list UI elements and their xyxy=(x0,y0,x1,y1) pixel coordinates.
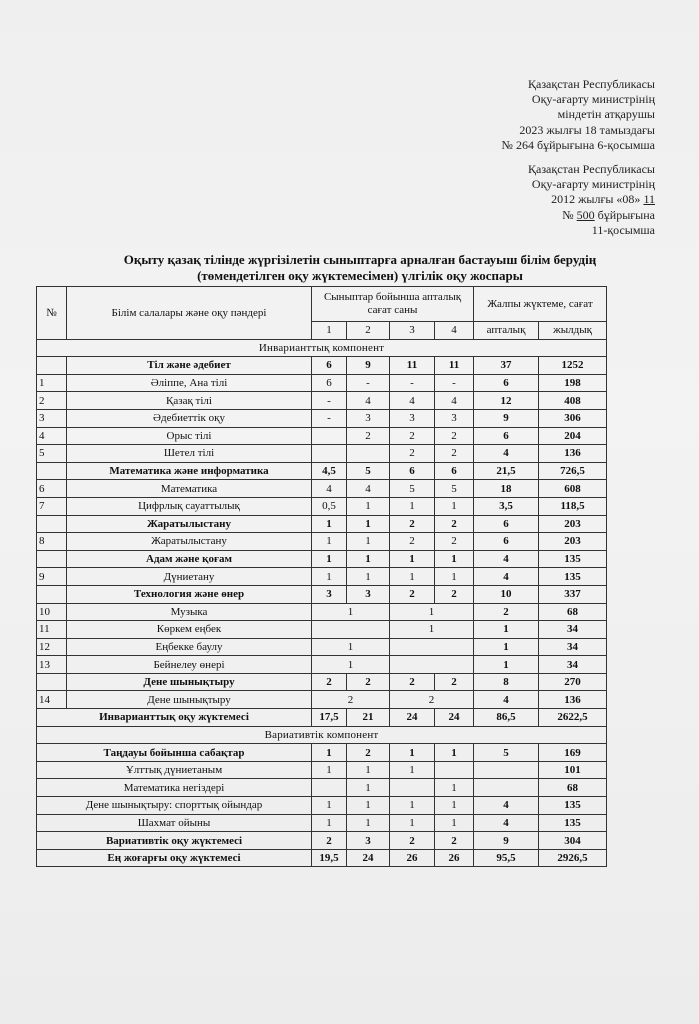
cell-class-1: 2 xyxy=(312,673,347,691)
header-subject: Білім салалары және оқу пәндері xyxy=(67,287,312,340)
cell-class-2: 4 xyxy=(347,480,390,498)
cell-weekly: 1 xyxy=(474,621,539,639)
cell-class-4: 1 xyxy=(435,779,474,797)
ref2-line: 11-қосымша xyxy=(591,222,655,237)
variative-total-row xyxy=(37,832,607,850)
cell-class-4: - xyxy=(435,374,474,392)
cell-class-1: 1 xyxy=(312,533,347,551)
cell-yearly: 34 xyxy=(539,638,607,656)
row-num: 7 xyxy=(37,497,67,515)
header-class-2: 2 xyxy=(347,322,390,340)
cell-class-4: 2 xyxy=(435,515,474,533)
table-row xyxy=(37,568,607,586)
table-row xyxy=(37,814,607,832)
cell-class-2: 3 xyxy=(347,585,390,603)
cell-class-3: 24 xyxy=(390,709,435,727)
cell-class-1: 3 xyxy=(312,585,347,603)
row-num: 1 xyxy=(37,374,67,392)
cell-class-2: 1 xyxy=(347,568,390,586)
cell-classes-3-4: 1 xyxy=(390,621,474,639)
row-subject: Көркем еңбек xyxy=(67,621,312,639)
cell-yearly: 34 xyxy=(539,656,607,674)
cell-weekly: 12 xyxy=(474,392,539,410)
cell-weekly: 95,5 xyxy=(474,849,539,867)
cell-class-4: 26 xyxy=(435,849,474,867)
table-row xyxy=(37,480,607,498)
cell-yearly: 34 xyxy=(539,621,607,639)
cell-class-3: 5 xyxy=(390,480,435,498)
cell-class-2: 1 xyxy=(347,779,390,797)
cell-class-2: 4 xyxy=(347,392,390,410)
row-subject: Цифрлық сауаттылық xyxy=(67,497,312,515)
row-subject: Әдебиеттік оқу xyxy=(67,409,312,427)
order-reference-block-2 xyxy=(528,162,655,238)
table-row-group xyxy=(37,462,607,480)
cell-class-2: 3 xyxy=(347,832,390,850)
row-num: 6 xyxy=(37,480,67,498)
row-subject: Дене шынықтыру xyxy=(67,673,312,691)
cell-weekly xyxy=(474,761,539,779)
cell-class-3: 3 xyxy=(390,409,435,427)
row-num: 2 xyxy=(37,392,67,410)
cell-class-1: 6 xyxy=(312,357,347,375)
cell-class-1: - xyxy=(312,392,347,410)
cell-weekly: 8 xyxy=(474,673,539,691)
cell-class-4: 5 xyxy=(435,480,474,498)
cell-class-2: 1 xyxy=(347,550,390,568)
cell-class-4: 1 xyxy=(435,568,474,586)
table-row xyxy=(37,374,607,392)
table-row xyxy=(37,656,607,674)
cell-class-4: 11 xyxy=(435,357,474,375)
row-subject: Таңдауы бойынша сабақтар xyxy=(37,744,312,762)
cell-class-2: 1 xyxy=(347,533,390,551)
cell-weekly: 4 xyxy=(474,691,539,709)
cell-class-4: 1 xyxy=(435,814,474,832)
row-subject: Жаратылыстану xyxy=(67,533,312,551)
cell-class-4: 2 xyxy=(435,832,474,850)
cell-class-2: 5 xyxy=(347,462,390,480)
cell-yearly: 169 xyxy=(539,744,607,762)
ref2-line: Оқу-ағарту министрінің xyxy=(531,177,655,192)
table-row xyxy=(37,691,607,709)
ref1-line: 2023 жылғы 18 тамыздағы xyxy=(519,122,655,137)
row-subject: Математика және информатика xyxy=(67,462,312,480)
row-num: 10 xyxy=(37,603,67,621)
row-num: 3 xyxy=(37,409,67,427)
row-subject: Инварианттық оқу жүктемесі xyxy=(37,709,312,727)
curriculum-table xyxy=(36,286,607,867)
cell-weekly xyxy=(474,779,539,797)
ref2-date: 2012 жылғы «08» xyxy=(551,192,641,207)
cell-class-4: 1 xyxy=(435,550,474,568)
cell-class-2: 9 xyxy=(347,357,390,375)
table-row-group xyxy=(37,550,607,568)
cell-class-4: 2 xyxy=(435,673,474,691)
cell-class-1 xyxy=(312,445,347,463)
cell-class-1: 1 xyxy=(312,797,347,815)
cell-class-3: 11 xyxy=(390,357,435,375)
row-num xyxy=(37,585,67,603)
cell-class-3: 1 xyxy=(390,814,435,832)
row-num xyxy=(37,357,67,375)
max-total-row xyxy=(37,849,607,867)
row-num xyxy=(37,550,67,568)
cell-class-1: 1 xyxy=(312,515,347,533)
header-class-1: 1 xyxy=(312,322,347,340)
table-row xyxy=(37,761,607,779)
cell-class-2: 1 xyxy=(347,761,390,779)
cell-yearly: 726,5 xyxy=(539,462,607,480)
table-row xyxy=(37,638,607,656)
cell-class-2: 21 xyxy=(347,709,390,727)
table-row xyxy=(37,445,607,463)
cell-class-3 xyxy=(390,779,435,797)
ref2-order-number: 500 xyxy=(576,207,595,222)
cell-class-1: 0,5 xyxy=(312,497,347,515)
header-weekly: апталық xyxy=(474,322,539,340)
row-subject: Орыс тілі xyxy=(67,427,312,445)
cell-class-4: 1 xyxy=(435,797,474,815)
cell-class-2: 1 xyxy=(347,515,390,533)
cell-weekly: 5 xyxy=(474,744,539,762)
cell-yearly: 135 xyxy=(539,550,607,568)
cell-yearly: 1252 xyxy=(539,357,607,375)
cell-yearly: 136 xyxy=(539,691,607,709)
cell-weekly: 4 xyxy=(474,445,539,463)
cell-class-1: - xyxy=(312,409,347,427)
cell-weekly: 3,5 xyxy=(474,497,539,515)
cell-yearly: 136 xyxy=(539,445,607,463)
cell-classes-1-2: 1 xyxy=(312,656,390,674)
cell-classes-1-2: 2 xyxy=(312,691,390,709)
cell-weekly: 2 xyxy=(474,603,539,621)
cell-classes-1-2: 1 xyxy=(312,603,390,621)
cell-class-1: 4,5 xyxy=(312,462,347,480)
cell-weekly: 6 xyxy=(474,515,539,533)
cell-class-3: 6 xyxy=(390,462,435,480)
cell-yearly: 135 xyxy=(539,814,607,832)
row-num: 12 xyxy=(37,638,67,656)
cell-yearly: 118,5 xyxy=(539,497,607,515)
cell-weekly: 9 xyxy=(474,409,539,427)
cell-weekly: 1 xyxy=(474,638,539,656)
cell-weekly: 4 xyxy=(474,550,539,568)
row-subject: Дүниетану xyxy=(67,568,312,586)
document-title xyxy=(20,252,699,284)
cell-class-4: 24 xyxy=(435,709,474,727)
cell-class-3: 2 xyxy=(390,832,435,850)
cell-class-2 xyxy=(347,445,390,463)
row-subject: Дене шынықтыру xyxy=(67,691,312,709)
cell-class-4: 3 xyxy=(435,409,474,427)
table-row xyxy=(37,409,607,427)
row-num: 4 xyxy=(37,427,67,445)
invariant-total-row xyxy=(37,709,607,727)
cell-class-3: 2 xyxy=(390,427,435,445)
cell-class-4 xyxy=(435,761,474,779)
ref1-line: Оқу-ағарту министрінің xyxy=(531,92,655,107)
cell-yearly: 135 xyxy=(539,568,607,586)
table-row xyxy=(37,797,607,815)
cell-yearly: 2926,5 xyxy=(539,849,607,867)
row-num xyxy=(37,462,67,480)
cell-weekly: 4 xyxy=(474,814,539,832)
cell-class-2: 2 xyxy=(347,427,390,445)
cell-class-3: 1 xyxy=(390,797,435,815)
cell-class-3: 1 xyxy=(390,761,435,779)
cell-weekly: 4 xyxy=(474,797,539,815)
cell-class-3: 2 xyxy=(390,673,435,691)
row-num: 9 xyxy=(37,568,67,586)
table-row xyxy=(37,621,607,639)
row-subject: Шетел тілі xyxy=(67,445,312,463)
cell-weekly: 18 xyxy=(474,480,539,498)
cell-yearly: 304 xyxy=(539,832,607,850)
row-subject: Вариативтік оқу жүктемесі xyxy=(37,832,312,850)
table-row xyxy=(37,744,607,762)
header-class-3: 3 xyxy=(390,322,435,340)
row-subject: Еңбекке баулу xyxy=(67,638,312,656)
table-row xyxy=(37,533,607,551)
ref1-line: № 264 бұйрығына 6-қосымша xyxy=(501,137,655,152)
table-row xyxy=(37,497,607,515)
ref1-line: міндетін атқарушы xyxy=(557,107,655,122)
cell-yearly: 608 xyxy=(539,480,607,498)
cell-classes-3-4 xyxy=(390,656,474,674)
cell-class-4: 4 xyxy=(435,392,474,410)
cell-yearly: 203 xyxy=(539,533,607,551)
header-class-4: 4 xyxy=(435,322,474,340)
cell-class-1 xyxy=(312,427,347,445)
cell-class-1: 1 xyxy=(312,568,347,586)
cell-yearly: 135 xyxy=(539,797,607,815)
cell-class-3: 26 xyxy=(390,849,435,867)
table-row-group xyxy=(37,515,607,533)
row-subject: Ұлттық дүниетаным xyxy=(37,761,312,779)
row-subject: Бейнелеу өнері xyxy=(67,656,312,674)
row-subject: Әліппе, Ана тілі xyxy=(67,374,312,392)
cell-classes-3-4: 1 xyxy=(390,603,474,621)
cell-yearly: 68 xyxy=(539,603,607,621)
cell-class-2: - xyxy=(347,374,390,392)
cell-class-1: 1 xyxy=(312,744,347,762)
ref2-line: Қазақстан Республикасы xyxy=(527,162,655,176)
title-line-1: Оқыту қазақ тілінде жүргізілетін сыныптарға арналған бастауыш білім берудің xyxy=(123,252,597,267)
cell-weekly: 6 xyxy=(474,374,539,392)
cell-class-1: 19,5 xyxy=(312,849,347,867)
cell-class-3: 4 xyxy=(390,392,435,410)
cell-yearly: 2622,5 xyxy=(539,709,607,727)
header-total-load: Жалпы жүктеме, сағат xyxy=(474,287,607,322)
cell-weekly: 37 xyxy=(474,357,539,375)
row-subject: Ең жоғарғы оқу жүктемесі xyxy=(37,849,312,867)
cell-class-1: 17,5 xyxy=(312,709,347,727)
cell-class-3: 1 xyxy=(390,550,435,568)
cell-class-1: 4 xyxy=(312,480,347,498)
cell-class-1: 1 xyxy=(312,550,347,568)
cell-weekly: 10 xyxy=(474,585,539,603)
cell-classes-3-4: 2 xyxy=(390,691,474,709)
title-line-2: (төмендетілген оқу жүктемесімен) үлгілік оқу жоспары xyxy=(197,268,523,283)
cell-weekly: 6 xyxy=(474,533,539,551)
cell-class-2: 2 xyxy=(347,744,390,762)
cell-class-3: 1 xyxy=(390,568,435,586)
row-num xyxy=(37,673,67,691)
table-row-group xyxy=(37,585,607,603)
cell-yearly: 204 xyxy=(539,427,607,445)
cell-class-3: 2 xyxy=(390,585,435,603)
cell-class-4: 1 xyxy=(435,497,474,515)
cell-class-3: - xyxy=(390,374,435,392)
cell-classes-1-2: 1 xyxy=(312,638,390,656)
row-num: 5 xyxy=(37,445,67,463)
table-row xyxy=(37,603,607,621)
row-subject: Математика xyxy=(67,480,312,498)
cell-class-1: 2 xyxy=(312,832,347,850)
cell-class-2: 1 xyxy=(347,814,390,832)
cell-class-1: 1 xyxy=(312,761,347,779)
row-num: 14 xyxy=(37,691,67,709)
cell-class-3: 2 xyxy=(390,533,435,551)
row-subject: Дене шынықтыру: спорттық ойындар xyxy=(37,797,312,815)
cell-class-4: 2 xyxy=(435,533,474,551)
table-row xyxy=(37,392,607,410)
cell-class-2: 2 xyxy=(347,673,390,691)
cell-class-4: 2 xyxy=(435,445,474,463)
cell-class-2: 3 xyxy=(347,409,390,427)
cell-classes-1-2 xyxy=(312,621,390,639)
cell-yearly: 68 xyxy=(539,779,607,797)
ref2-no-sign: № xyxy=(562,207,574,222)
header-num: № xyxy=(37,287,67,340)
cell-weekly: 1 xyxy=(474,656,539,674)
cell-yearly: 101 xyxy=(539,761,607,779)
cell-weekly: 4 xyxy=(474,568,539,586)
cell-yearly: 203 xyxy=(539,515,607,533)
cell-weekly: 21,5 xyxy=(474,462,539,480)
row-subject: Математика негіздері xyxy=(37,779,312,797)
table-row xyxy=(37,779,607,797)
cell-yearly: 306 xyxy=(539,409,607,427)
table-row xyxy=(37,427,607,445)
row-subject: Тіл және әдебиет xyxy=(67,357,312,375)
ref2-month: 11 xyxy=(643,192,655,207)
row-subject: Технология және өнер xyxy=(67,585,312,603)
header-weekly-by-class: Сыныптар бойынша апталық сағат саны xyxy=(312,287,474,322)
ref2-line xyxy=(528,192,655,207)
header-yearly: жылдық xyxy=(539,322,607,340)
order-reference-block-1 xyxy=(502,77,655,153)
table-row-group xyxy=(37,357,607,375)
cell-yearly: 337 xyxy=(539,585,607,603)
row-num: 8 xyxy=(37,533,67,551)
row-subject: Музыка xyxy=(67,603,312,621)
row-subject: Қазақ тілі xyxy=(67,392,312,410)
cell-yearly: 408 xyxy=(539,392,607,410)
cell-weekly: 86,5 xyxy=(474,709,539,727)
ref2-line xyxy=(528,208,655,223)
cell-class-4: 2 xyxy=(435,427,474,445)
cell-class-1: 6 xyxy=(312,374,347,392)
row-num xyxy=(37,515,67,533)
cell-class-2: 1 xyxy=(347,497,390,515)
variative-section-row xyxy=(37,726,607,744)
cell-class-4: 1 xyxy=(435,744,474,762)
table-row-group xyxy=(37,673,607,691)
cell-class-3: 1 xyxy=(390,497,435,515)
row-subject: Адам және қоғам xyxy=(67,550,312,568)
row-num: 13 xyxy=(37,656,67,674)
variative-section-title: Вариативтік компонент xyxy=(37,726,607,744)
ref1-line: Қазақстан Республикасы xyxy=(527,77,655,91)
cell-class-2: 1 xyxy=(347,797,390,815)
cell-class-3: 2 xyxy=(390,445,435,463)
cell-class-1 xyxy=(312,779,347,797)
cell-yearly: 198 xyxy=(539,374,607,392)
cell-class-4: 2 xyxy=(435,585,474,603)
cell-class-1: 1 xyxy=(312,814,347,832)
cell-class-2: 24 xyxy=(347,849,390,867)
cell-classes-3-4 xyxy=(390,638,474,656)
cell-weekly: 9 xyxy=(474,832,539,850)
invariant-section-title: Инварианттық компонент xyxy=(37,339,607,357)
ref2-order-word: бұйрығына xyxy=(597,207,655,222)
row-num: 11 xyxy=(37,621,67,639)
cell-class-3: 2 xyxy=(390,515,435,533)
row-subject: Жаратылыстану xyxy=(67,515,312,533)
cell-weekly: 6 xyxy=(474,427,539,445)
cell-class-4: 6 xyxy=(435,462,474,480)
row-subject: Шахмат ойыны xyxy=(37,814,312,832)
cell-yearly: 270 xyxy=(539,673,607,691)
cell-class-3: 1 xyxy=(390,744,435,762)
